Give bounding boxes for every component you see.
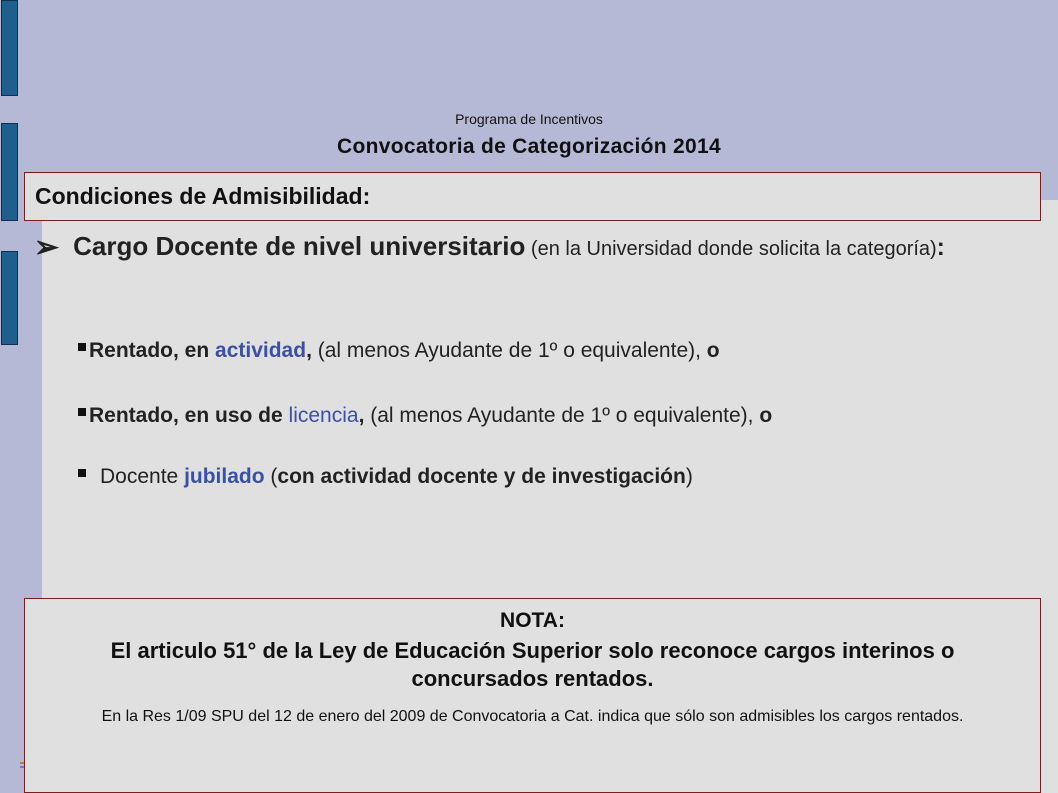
bullet-detail: (al menos Ayudante de 1º o equivalente), <box>311 339 707 362</box>
conditions-heading: Condiciones de Admisibilidad: <box>35 183 371 209</box>
note-detail: En la Res 1/09 SPU del 12 de enero del 2009 de Convocatoria a Cat. indica que sólo son admisibles los cargos rentados. <box>101 708 964 725</box>
note-title: NOTA: <box>500 609 565 632</box>
bullet-highlight: licencia <box>288 404 359 427</box>
bullet-text: ) <box>685 465 693 488</box>
bullet-text: ( <box>264 465 278 488</box>
side-tab-1 <box>1 0 18 96</box>
bullet-text: Rentado, en <box>89 339 216 362</box>
main-item-normal: (en la Universidad donde solicita la categoría) <box>525 238 937 260</box>
bullet-item-license <box>78 404 772 428</box>
bullet-highlight: jubilado <box>184 465 265 488</box>
bullet-item-retired <box>78 465 693 489</box>
main-item-bold: Cargo Docente de nivel universitario <box>73 231 526 261</box>
side-tab-3 <box>1 251 18 345</box>
square-bullet-icon <box>78 408 86 416</box>
bullet-text: , <box>306 339 312 362</box>
bullet-text: , <box>358 404 365 427</box>
note-box <box>24 598 1041 793</box>
bullet-conjunction: o <box>759 404 773 427</box>
bullet-item-activity <box>78 339 720 363</box>
bullet-detail: con actividad docente y de investigación <box>277 465 686 488</box>
arrow-bullet-icon: ➢ <box>34 231 60 264</box>
bullet-conjunction: o <box>706 339 720 362</box>
bullet-detail: (al menos Ayudante de 1º o equivalente), <box>364 404 760 427</box>
square-bullet-icon <box>78 469 86 477</box>
main-item-colon: : <box>936 234 945 261</box>
main-item <box>32 225 1032 271</box>
program-label: Programa de Incentivos <box>455 111 603 127</box>
square-bullet-icon <box>78 343 86 351</box>
page-title: Convocatoria de Categorización 2014 <box>337 135 721 158</box>
bullet-highlight: actividad <box>215 339 307 362</box>
note-body: El articulo 51° de la Ley de Educación Superior solo reconoce cargos interinos o concursados rentados. <box>110 638 955 691</box>
conditions-box <box>24 172 1041 221</box>
bullet-text: Rentado, en uso de <box>89 404 289 427</box>
bullet-text: Docente <box>100 465 185 488</box>
